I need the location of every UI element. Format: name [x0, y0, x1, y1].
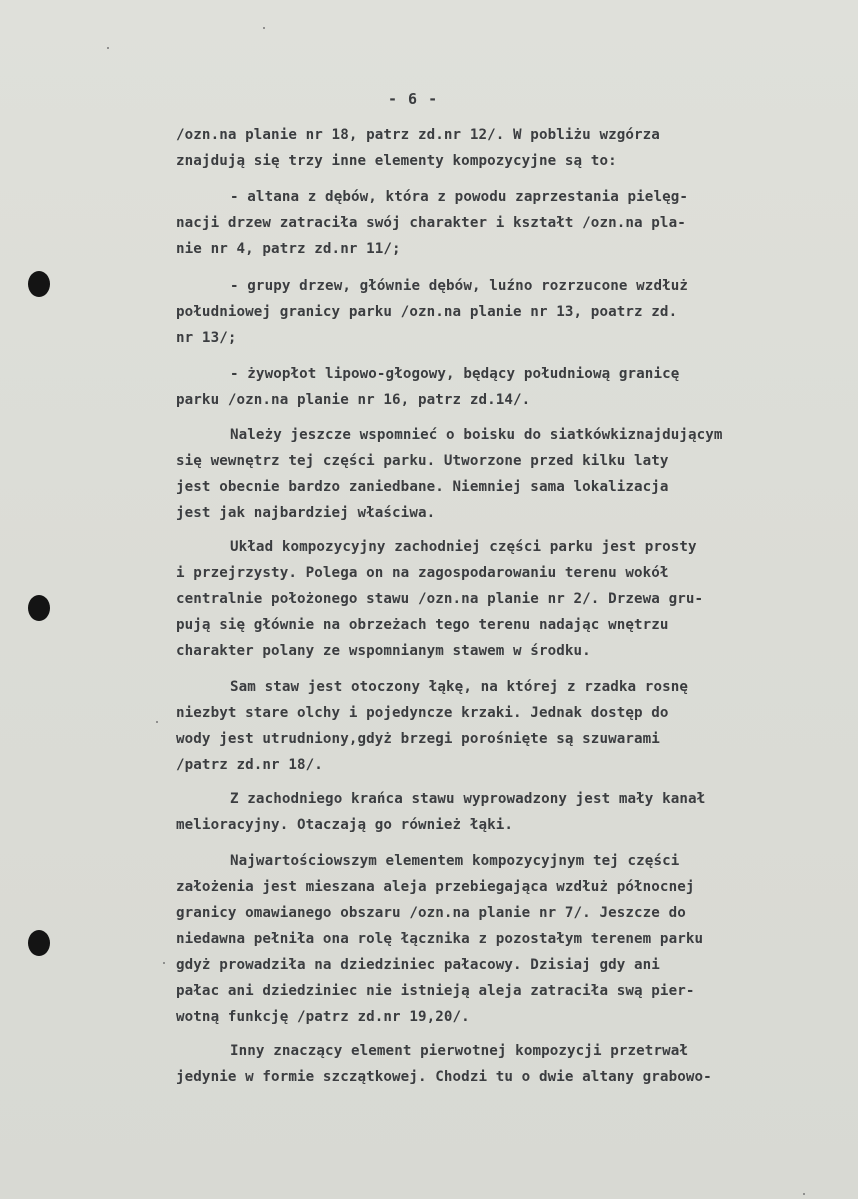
text-line: jest obecnie bardzo zaniedbane. Niemniej sama lokalizacja — [176, 479, 669, 495]
text-line: gdyż prowadziła na dziedziniec pałacowy. Dzisiaj gdy ani — [176, 957, 660, 973]
text-line: charakter polany ze wspomnianym stawem w środku. — [176, 643, 591, 659]
text-line: Układ kompozycyjny zachodniej części parku jest prosty — [230, 539, 697, 555]
text-line: nie nr 4, patrz zd.nr 11/; — [176, 241, 401, 257]
text-line: pują się głównie na obrzeżach tego terenu nadając wnętrzu — [176, 617, 669, 633]
text-line: /ozn.na planie nr 18, patrz zd.nr 12/. W pobliżu wzgórza — [176, 127, 660, 143]
text-line: wotną funkcję /patrz zd.nr 19,20/. — [176, 1009, 470, 1025]
text-line: - żywopłot lipowo-głogowy, będący południową granicę — [230, 366, 680, 382]
text-line: - grupy drzew, głównie dębów, luźno rozrzucone wzdłuż — [230, 278, 689, 294]
text-line: Z zachodniego krańca stawu wyprowadzony jest mały kanał — [230, 791, 706, 807]
text-line: melioracyjny. Otaczają go również łąki. — [176, 817, 514, 833]
text-line: niezbyt stare olchy i pojedyncze krzaki. Jednak dostęp do — [176, 705, 669, 721]
page-number: - 6 - — [388, 90, 439, 108]
paper-speck — [263, 27, 265, 29]
text-line: wody jest utrudniony,gdyż brzegi porośnięte są szuwarami — [176, 731, 660, 747]
punch-hole-middle — [28, 595, 50, 621]
text-line: - altana z dębów, która z powodu zaprzestania pielęg- — [230, 189, 689, 205]
punch-hole-top — [28, 271, 50, 297]
text-line: południowej granicy parku /ozn.na planie nr 13, poatrz zd. — [176, 304, 678, 320]
text-line: jest jak najbardziej właściwa. — [176, 505, 436, 521]
text-line: Najwartościowszym elementem kompozycyjnym tej części — [230, 853, 680, 869]
text-line: Inny znaczący element pierwotnej kompozycji przetrwał — [230, 1043, 689, 1059]
text-line: znajdują się trzy inne elementy kompozycyjne są to: — [176, 153, 617, 169]
text-line: Należy jeszcze wspomnieć o boisku do siatkówkiznajdującym — [230, 427, 723, 443]
paper-speck — [156, 721, 158, 723]
text-line: granicy omawianego obszaru /ozn.na planie nr 7/. Jeszcze do — [176, 905, 686, 921]
text-line: pałac ani dziedziniec nie istnieją aleja zatraciła swą pier- — [176, 983, 695, 999]
text-line: i przejrzysty. Polega on na zagospodarowaniu terenu wokół — [176, 565, 669, 581]
text-line: założenia jest mieszana aleja przebiegająca wzdłuż północnej — [176, 879, 695, 895]
text-line: centralnie położonego stawu /ozn.na planie nr 2/. Drzewa gru- — [176, 591, 704, 607]
text-line: Sam staw jest otoczony łąkę, na której z rzadka rosnę — [230, 679, 689, 695]
text-line: się wewnętrz tej części parku. Utworzone przed kilku laty — [176, 453, 669, 469]
text-line: parku /ozn.na planie nr 16, patrz zd.14/. — [176, 392, 531, 408]
punch-hole-bottom — [28, 930, 50, 956]
text-line: nacji drzew zatraciła swój charakter i kształt /ozn.na pla- — [176, 215, 686, 231]
paper-speck — [107, 47, 109, 49]
text-line: /patrz zd.nr 18/. — [176, 757, 323, 773]
paper-speck — [163, 962, 165, 964]
paper-speck — [803, 1193, 805, 1195]
text-line: nr 13/; — [176, 330, 237, 346]
text-line: jedynie w formie szczątkowej. Chodzi tu o dwie altany grabowo- — [176, 1069, 712, 1085]
text-line: niedawna pełniła ona rolę łącznika z pozostałym terenem parku — [176, 931, 704, 947]
